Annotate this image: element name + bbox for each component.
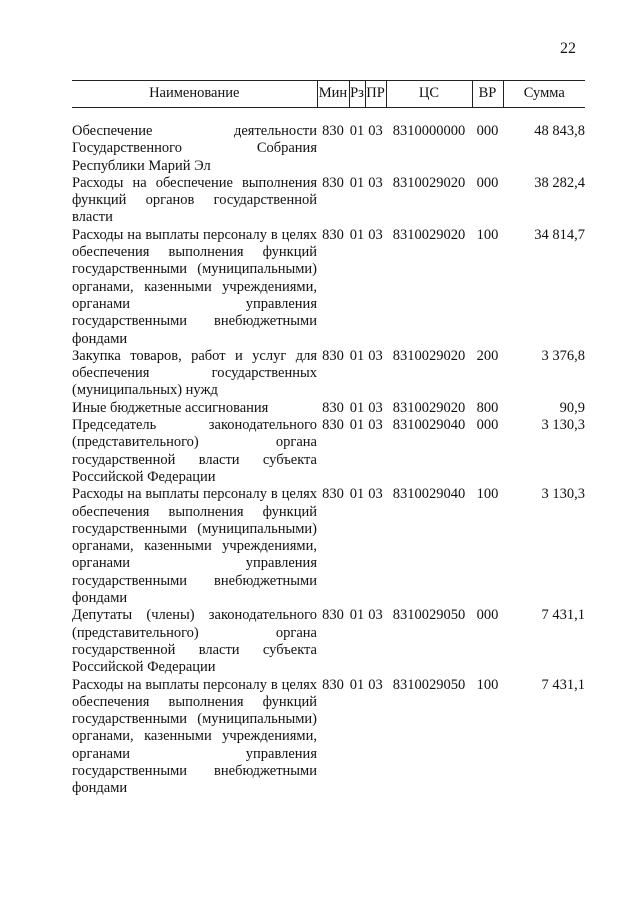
row-name: Расходы на обеспечение выполнения функций органов государственной власти	[72, 174, 317, 226]
row-name: Расходы на выплаты персоналу в целях обеспечения выполнения функций государственными (муниципальными) органами, казенными учреждениями, органами управления государственными внебюджетными фондами	[72, 676, 317, 797]
table-row	[72, 607, 585, 676]
row-name: Председатель законодательного (представительного) органа государственной власти субъекта Российской Федерации	[72, 417, 317, 485]
row-sum: 3 130,3	[541, 486, 585, 503]
table-header-row	[72, 81, 585, 108]
header-cs: ЦС	[386, 81, 472, 108]
row-pr: 03	[368, 226, 383, 243]
row-rz: 01	[349, 607, 365, 624]
row-vr: 800	[476, 399, 499, 416]
row-cs: 8310029020	[392, 226, 466, 243]
row-pr: 03	[368, 174, 383, 191]
header-name: Наименование	[72, 81, 317, 108]
row-cs: 8310029050	[392, 607, 466, 624]
row-sum: 90,9	[559, 399, 585, 416]
row-cs: 8310029050	[392, 676, 466, 693]
row-cs: 8310029040	[392, 486, 466, 503]
row-vr: 100	[476, 676, 499, 693]
row-name: Обеспечение деятельности Государственного Собрания Республики Марий Эл	[72, 123, 317, 174]
row-pr: 03	[368, 417, 383, 434]
row-min: 830	[322, 399, 344, 416]
header-vr: ВР	[472, 81, 503, 108]
row-pr: 03	[368, 607, 383, 624]
header-rz: Рз	[349, 81, 365, 108]
budget-table	[72, 80, 585, 798]
row-pr: 03	[368, 347, 383, 364]
row-sum: 3 130,3	[541, 417, 585, 434]
row-min: 830	[322, 347, 344, 364]
table-row	[72, 123, 585, 175]
table-row	[72, 227, 585, 348]
row-cs: 8310029020	[392, 174, 466, 191]
row-cs: 8310029020	[392, 399, 466, 416]
row-name: Депутаты (члены) законодательного (представительного) органа государственной власти субъекта Российской Федерации	[72, 607, 317, 676]
table-row	[72, 400, 585, 417]
row-name: Расходы на выплаты персоналу в целях обеспечения выполнения функций государственными (муниципальными) органами, казенными учреждениями, органами управления государственными внебюджетными фондами	[72, 486, 317, 607]
row-name: Расходы на выплаты персоналу в целях обеспечения выполнения функций государственными (муниципальными) органами, казенными учреждениями, органами управления государственными внебюджетными фондами	[72, 226, 317, 347]
row-pr: 03	[368, 399, 383, 416]
row-rz: 01	[349, 347, 365, 364]
row-vr: 100	[476, 486, 499, 503]
row-pr: 03	[368, 486, 383, 503]
row-min: 830	[322, 226, 344, 243]
row-min: 830	[322, 486, 344, 503]
row-min: 830	[322, 174, 344, 191]
row-name: Закупка товаров, работ и услуг для обеспечения государственных (муниципальных) нужд	[72, 347, 317, 399]
row-vr: 200	[476, 347, 499, 364]
table-row	[72, 677, 585, 798]
header-min: Мин	[317, 81, 349, 108]
row-sum: 3 376,8	[541, 347, 585, 364]
row-sum: 38 282,4	[534, 174, 585, 191]
row-cs: 8310000000	[392, 123, 466, 139]
row-cs: 8310029040	[392, 417, 466, 434]
row-rz: 01	[349, 417, 365, 434]
row-rz: 01	[349, 486, 365, 503]
spacer-row	[72, 108, 585, 124]
row-vr: 000	[476, 174, 499, 191]
table-row	[72, 486, 585, 607]
table-body	[72, 108, 585, 798]
row-vr: 000	[476, 417, 499, 434]
table-row	[72, 348, 585, 400]
header-pr: ПР	[365, 81, 386, 108]
row-sum: 34 814,7	[534, 226, 585, 243]
row-vr: 000	[476, 123, 499, 139]
row-rz: 01	[349, 226, 365, 243]
table-row	[72, 175, 585, 227]
row-vr: 000	[476, 607, 499, 624]
row-min: 830	[322, 607, 344, 624]
page-number: 22	[560, 40, 576, 57]
row-rz: 01	[349, 676, 365, 693]
row-cs: 8310029020	[392, 347, 466, 364]
header-sum: Сумма	[503, 81, 585, 108]
row-name: Иные бюджетные ассигнования	[72, 399, 269, 416]
row-min: 830	[322, 417, 344, 434]
table-row	[72, 417, 585, 486]
row-pr: 03	[368, 676, 383, 693]
row-rz: 01	[349, 123, 365, 139]
row-sum: 7 431,1	[541, 676, 585, 693]
row-sum: 48 843,8	[534, 123, 585, 139]
row-rz: 01	[349, 399, 365, 416]
row-min: 830	[322, 676, 344, 693]
row-rz: 01	[349, 174, 365, 191]
row-pr: 03	[368, 123, 383, 139]
row-vr: 100	[476, 226, 499, 243]
row-min: 830	[322, 123, 344, 139]
row-sum: 7 431,1	[541, 607, 585, 624]
